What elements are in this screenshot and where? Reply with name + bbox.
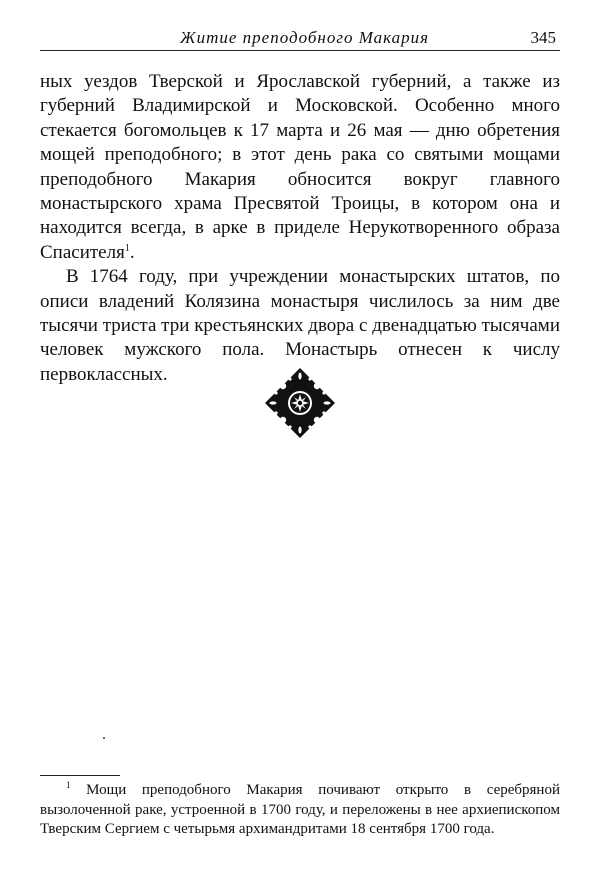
footnote-rule [40,775,120,776]
footnote-text: Мощи преподобного Макария почивают открыто в серебряной вызолоченной раке, устроенной в 1700 году, и переложены в нее архиепископом Тверским Сергием с четырьмя архимандритами 18 сентября 1700 года. [40,782,560,837]
running-title: Житие преподобного Макария [180,28,430,47]
paragraph-continued [40,70,560,265]
footnote-marker: 1 [66,780,71,790]
paragraph-1-end: . [129,241,135,263]
ornament-fleuron-icon [263,366,337,440]
paragraph-1-text: ных уездов Тверской и Ярославской губерний, а также из губерний Владимирской и Московской. Особенно много стекается богомольцев к 17 марта и 26 мая — дню обретения мощей преподобного; в этот день рака со святыми мощами преподобного Макария обносится вокруг главного монастырского храма Пресвятой Троицы, в котором она и находится всегда, в арке в приделе Нерукотворенного образа Спасителя [40,71,560,263]
paragraph-2: В 1764 году, при учреждении монастырских штатов, по описи владений Колязина монастыря числилось за ним две тысячи триста три крестьянских двора с двенадцатью тысячами человек мужского пола. Монастырь отнесен к числу первоклассных. [40,266,560,385]
body-text [40,70,560,387]
running-head [40,28,560,51]
page-number: 345 [530,28,556,47]
footnote [40,781,560,840]
footnote-reference: 1 [124,242,130,254]
print-speck [103,737,105,739]
